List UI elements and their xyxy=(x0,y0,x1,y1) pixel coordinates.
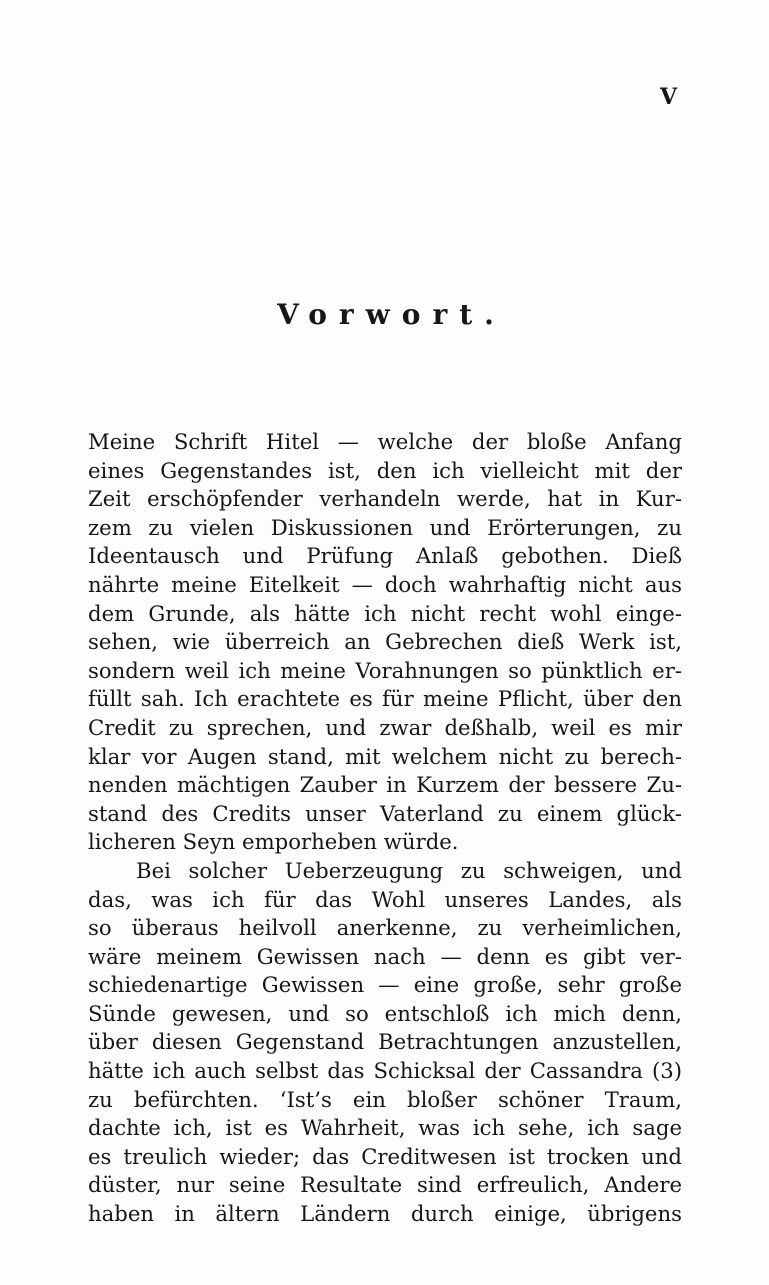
text-line: Zeit erschöpfender verhandeln werde, hat in Kur- xyxy=(88,486,682,512)
text-line: so überaus heilvoll anerkenne, zu verheimlichen, xyxy=(88,915,682,941)
text-line: düster, nur seine Resultate sind erfreulich, Andere xyxy=(88,1172,682,1198)
text-line: schiedenartige Gewissen — eine große, sehr große xyxy=(88,972,682,998)
text-line: licheren Seyn emporheben würde. xyxy=(88,829,459,855)
text-line: wäre meinem Gewissen nach — denn es gibt ver- xyxy=(88,943,682,969)
text-line: nenden mächtigen Zauber in Kurzem der bessere Zu- xyxy=(88,772,682,798)
text-line: sondern weil ich meine Vorahnungen so pünktlich er- xyxy=(88,657,682,683)
text-line: Credit zu sprechen, und zwar deßhalb, weil es mir xyxy=(88,714,682,740)
text-line: dem Grunde, als hätte ich nicht recht wohl einge- xyxy=(88,600,682,626)
text-line: zu befürchten. ‘Ist’s ein bloßer schöner Traum, xyxy=(88,1086,682,1112)
text-line: eines Gegenstandes ist, den ich vielleicht mit der xyxy=(88,457,682,483)
text-line: Bei solcher Ueberzeugung zu schweigen, und xyxy=(136,857,682,883)
text-line: Sünde gewesen, und so entschloß ich mich denn, xyxy=(88,1000,682,1026)
body-text xyxy=(88,428,682,1229)
text-line: stand des Credits unser Vaterland zu einem glück- xyxy=(88,800,682,826)
text-line: klar vor Augen stand, mit welchem nicht zu berech- xyxy=(88,743,682,769)
text-line: sehen, wie überreich an Gebrechen dieß Werk ist, xyxy=(88,629,682,655)
text-line: dachte ich, ist es Wahrheit, was ich sehe, ich sage xyxy=(88,1115,682,1141)
text-line: über diesen Gegenstand Betrachtungen anzustellen, xyxy=(88,1029,682,1055)
chapter-heading: Vorwort. xyxy=(277,298,506,331)
text-line: Meine Schrift Hitel — welche der bloße Anfang xyxy=(88,429,682,454)
text-line: nährte meine Eitelkeit — doch wahrhaftig nicht aus xyxy=(88,571,682,597)
text-line: es treulich wieder; das Creditwesen ist trocken und xyxy=(88,1143,682,1169)
text-line: hätte ich auch selbst das Schicksal der Cassandra (3) xyxy=(88,1058,682,1084)
text-line: Ideentausch und Prüfung Anlaß gebothen. Dieß xyxy=(88,543,682,569)
text-line: das, was ich für das Wohl unseres Landes, als xyxy=(88,886,682,912)
text-line: zem zu vielen Diskussionen und Erörterungen, zu xyxy=(88,514,682,540)
text-line: haben in ältern Ländern durch einige, übrigens xyxy=(88,1201,682,1227)
page-number: V xyxy=(660,84,679,110)
text-line: füllt sah. Ich erachtete es für meine Pflicht, über den xyxy=(88,686,682,712)
